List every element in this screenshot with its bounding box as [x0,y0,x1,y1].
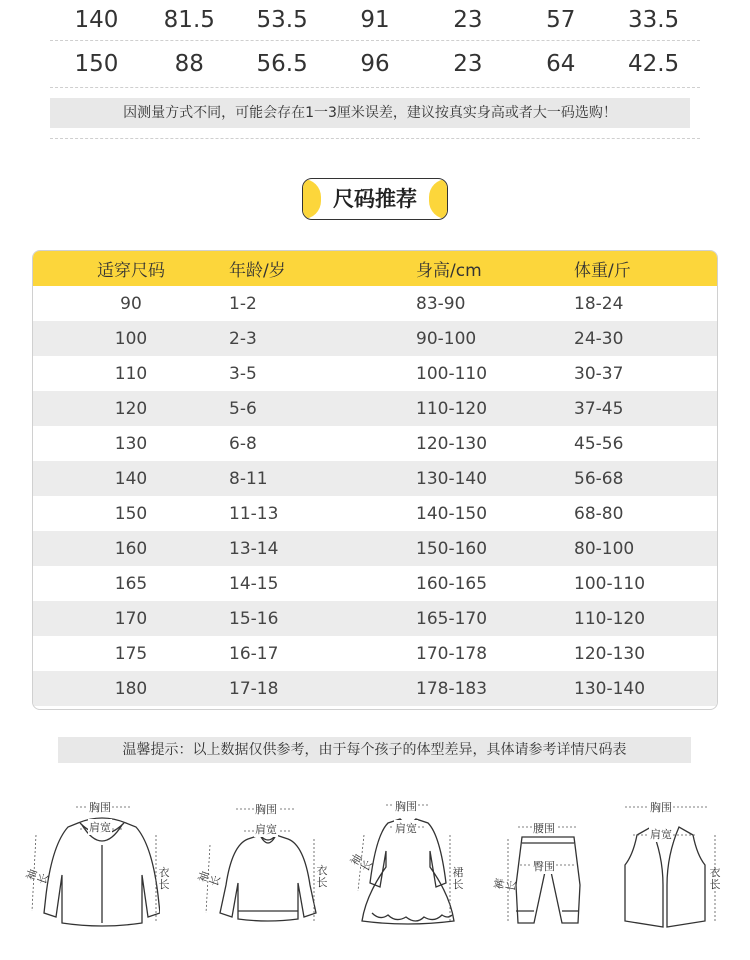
table-cell: 80-100 [574,538,635,559]
table-cell: 170-178 [416,643,488,664]
table-header [33,251,717,286]
table-cell: 17-18 [229,678,279,699]
table-cell: 91 [360,7,390,33]
table-cell: 90 [120,293,142,314]
table-cell: 45-56 [574,433,624,454]
table-cell: 1-2 [229,293,257,314]
table-row [33,496,717,531]
table-cell: 14-15 [229,573,279,594]
label-chest: 胸围 [395,800,417,813]
label-shoulder: 肩宽 [395,822,417,835]
table-cell: 81.5 [163,7,215,33]
table-cell: 140 [114,468,148,489]
table-row [33,356,717,391]
table-cell: 56-68 [574,468,624,489]
label-sleeve: 袖长 [195,869,224,889]
header-age: 年龄/岁 [229,261,286,281]
table-cell: 64 [546,51,576,77]
label-length: 衣长 [709,866,721,891]
table-cell: 120-130 [416,433,488,454]
table-cell: 30-37 [574,363,624,384]
table-row [33,426,717,461]
table-cell: 170 [114,608,148,629]
vest-icon [615,795,745,935]
label-length: 裤长 [492,877,519,893]
measurement-table-continued [50,0,700,88]
table-cell: 96 [360,51,390,77]
table-row [33,601,717,636]
section-title: 尺码推荐 [333,187,417,211]
section-title-badge [302,178,448,220]
label-shoulder: 肩宽 [650,828,672,841]
table-cell: 33.5 [627,7,680,33]
label-length: 衣长 [316,864,328,889]
table-cell: 56.5 [256,51,308,77]
table-cell: 120 [114,398,148,419]
table-cell: 37-45 [574,398,624,419]
table-cell: 180 [114,678,148,699]
label-chest: 胸围 [89,801,111,814]
hoodie-icon [30,795,160,935]
label-hip: 臀围 [533,860,555,873]
table-cell: 23 [453,7,483,33]
label-chest: 胸围 [255,803,277,816]
table-row [33,671,717,706]
table-cell: 15-16 [229,608,279,629]
table-cell: 178-183 [416,678,488,699]
divider [50,138,700,139]
table-cell: 2-3 [229,328,257,349]
table-cell: 110 [114,363,148,384]
table-cell: 165-170 [416,608,488,629]
table-cell: 18-24 [574,293,624,314]
table-cell: 130-140 [574,678,646,699]
table-cell: 3-5 [229,363,257,384]
table-cell: 110-120 [416,398,488,419]
table-cell: 11-13 [229,503,279,524]
table-cell: 24-30 [574,328,624,349]
hoodie-diagram [23,795,170,935]
table-cell: 88 [174,51,204,77]
table-row [33,391,717,426]
table-cell: 23 [453,51,483,77]
label-length: 衣长 [158,866,170,891]
header-size: 适穿尺码 [97,261,165,281]
label-shoulder: 肩宽 [255,823,277,836]
table-cell: 120-130 [574,643,646,664]
table-cell: 5-6 [229,398,257,419]
table-row [33,636,717,671]
table-cell: 57 [546,7,576,33]
table-cell: 150-160 [416,538,488,559]
table-cell: 100 [114,328,148,349]
table-cell: 53.5 [256,7,308,33]
table-cell: 13-14 [229,538,279,559]
table-cell: 150 [74,51,119,77]
table-cell: 6-8 [229,433,257,454]
header-weight: 体重/斤 [574,261,631,281]
table-cell: 150 [114,503,148,524]
vest-diagram [615,795,745,935]
table-body [33,286,717,706]
table-cell: 16-17 [229,643,279,664]
sweater-diagram [195,795,330,935]
table-cell: 140-150 [416,503,488,524]
table-row [33,461,717,496]
table-row [33,286,717,321]
label-chest: 胸围 [650,801,672,814]
table-cell: 140 [74,7,119,33]
table-cell: 130-140 [416,468,488,489]
table-cell: 160 [114,538,148,559]
table-cell: 83-90 [416,293,466,314]
table-cell: 100-110 [574,573,646,594]
header-height: 身高/cm [416,261,482,281]
label-waist: 腰围 [533,822,555,835]
table-row [33,531,717,566]
table-cell: 90-100 [416,328,477,349]
table-cell: 130 [114,433,148,454]
table-cell: 165 [114,573,148,594]
table-row [50,41,700,88]
table-row [33,321,717,356]
label-sleeve: 袖长 [23,867,52,887]
table-cell: 8-11 [229,468,268,489]
table-cell: 160-165 [416,573,488,594]
table-cell: 110-120 [574,608,646,629]
table-cell: 68-80 [574,503,624,524]
dress-diagram [347,795,480,935]
table-row [50,0,700,41]
table-row [33,566,717,601]
table-cell: 100-110 [416,363,488,384]
pants-diagram [488,795,618,935]
label-shoulder: 肩宽 [89,821,111,834]
label-sleeve: 袖长 [347,851,376,874]
warm-tip-notice: 温馨提示：以上数据仅供参考，由于每个孩子的体型差异，具体请参考详情尺码表 [58,737,691,763]
size-recommendation-table [32,250,718,710]
table-cell: 175 [114,643,148,664]
label-length: 裙长 [452,866,464,891]
table-cell: 42.5 [627,51,680,77]
measurement-error-notice: 因测量方式不同，可能会存在1一3厘米误差，建议按真实身高或者大一码选购！ [50,98,690,128]
